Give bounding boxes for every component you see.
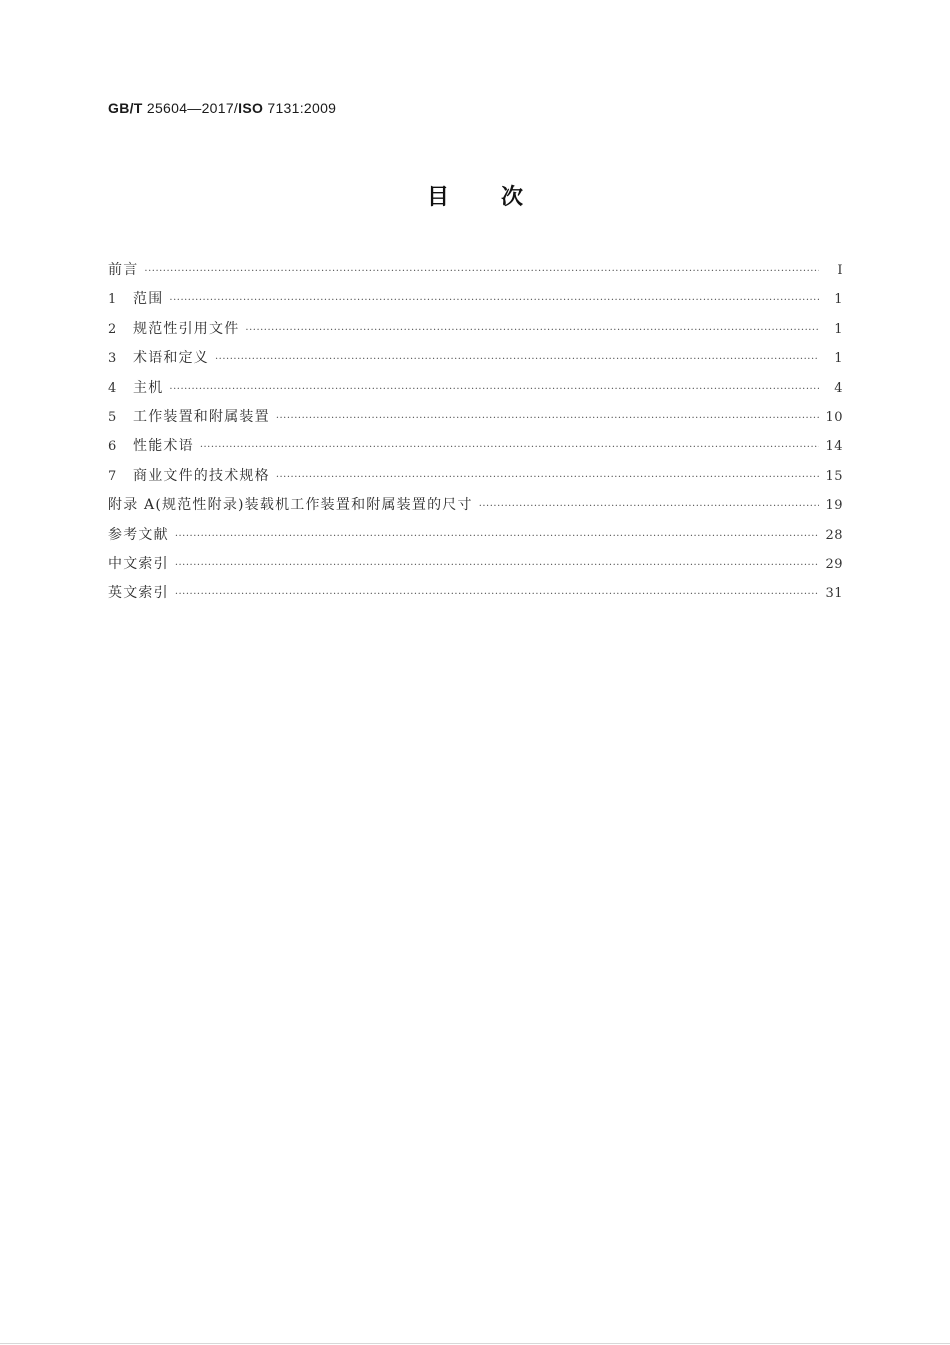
toc-entry-equipment-attachments[interactable] — [108, 406, 843, 435]
toc-leader-dots — [276, 472, 819, 483]
toc-leader-dots — [175, 589, 819, 600]
toc-entry-page: 1 — [834, 321, 843, 337]
toc-entry-page: 19 — [825, 498, 843, 514]
toc-entry-commercial-specs[interactable] — [108, 465, 843, 494]
toc-entry-page: 4 — [834, 380, 843, 396]
toc-entry-page: Ⅰ — [837, 263, 843, 278]
toc-leader-dots — [175, 531, 819, 542]
toc-leader-dots — [200, 442, 819, 453]
toc-entry-label: 前言 — [108, 262, 139, 278]
toc-entry-label: 主机 — [133, 379, 164, 396]
toc-entry-page: 1 — [834, 292, 843, 308]
title-char-1: 目 — [426, 185, 449, 210]
toc-entry-number: 2 — [108, 321, 118, 337]
toc-leader-dots — [276, 413, 819, 424]
toc-entry-performance-terms[interactable] — [108, 435, 843, 464]
toc-entry-page: 15 — [825, 468, 843, 484]
toc-entry-number: 7 — [108, 468, 118, 484]
toc-entry-terms-definitions[interactable] — [108, 347, 843, 376]
page-bottom-edge — [0, 1343, 950, 1344]
title-char-2: 次 — [501, 185, 524, 210]
toc-entry-label: 规范性引用文件 — [133, 320, 240, 337]
toc-entry-page: 31 — [825, 586, 843, 602]
toc-entry-label: 附录 A(规范性附录)装载机工作装置和附属装置的尺寸 — [108, 497, 473, 514]
toc-entry-bibliography[interactable] — [108, 524, 843, 553]
toc-entry-base-machine[interactable] — [108, 377, 843, 406]
standard-number: 25604—2017/ — [146, 100, 239, 116]
iso-number: 7131:2009 — [267, 100, 337, 116]
toc-entry-label: 工作装置和附属装置 — [133, 408, 270, 425]
toc-entry-label: 范围 — [133, 291, 164, 308]
toc-leader-dots — [175, 560, 819, 571]
toc-entry-normative-references[interactable] — [108, 318, 843, 347]
toc-entry-scope[interactable] — [108, 288, 843, 317]
toc-entry-english-index[interactable] — [108, 582, 843, 611]
page-title — [0, 180, 950, 211]
toc-leader-dots — [245, 325, 819, 336]
toc-entry-page: 29 — [825, 556, 843, 572]
toc-entry-number: 1 — [108, 292, 118, 308]
toc-entry-chinese-index[interactable] — [108, 553, 843, 582]
toc-leader-dots — [479, 501, 819, 512]
toc-entry-annex-a[interactable] — [108, 494, 843, 523]
toc-entry-foreword[interactable] — [108, 259, 843, 288]
toc-entry-number: 5 — [108, 409, 118, 425]
standard-prefix: GB/T — [108, 100, 143, 116]
toc-entry-label: 中文索引 — [108, 555, 169, 572]
toc-leader-dots — [169, 384, 819, 395]
toc-entry-number: 6 — [108, 439, 118, 455]
toc-entry-number: 3 — [108, 351, 118, 367]
toc-entry-page: 14 — [825, 439, 843, 455]
toc-entry-label: 英文索引 — [108, 585, 169, 602]
toc-entry-number: 4 — [108, 380, 118, 396]
toc-entry-label: 术语和定义 — [133, 350, 209, 367]
toc-entry-page: 10 — [825, 409, 843, 425]
toc-leader-dots — [169, 295, 819, 306]
toc-entry-label: 参考文献 — [108, 526, 169, 543]
toc-leader-dots — [215, 354, 819, 365]
toc-entry-page: 1 — [834, 351, 843, 367]
toc-leader-dots — [144, 266, 819, 277]
toc-entry-label: 性能术语 — [133, 438, 194, 455]
table-of-contents — [108, 259, 843, 612]
document-header — [108, 100, 336, 116]
toc-entry-label: 商业文件的技术规格 — [133, 467, 270, 484]
iso-prefix: ISO — [238, 100, 264, 116]
toc-entry-page: 28 — [825, 527, 843, 543]
